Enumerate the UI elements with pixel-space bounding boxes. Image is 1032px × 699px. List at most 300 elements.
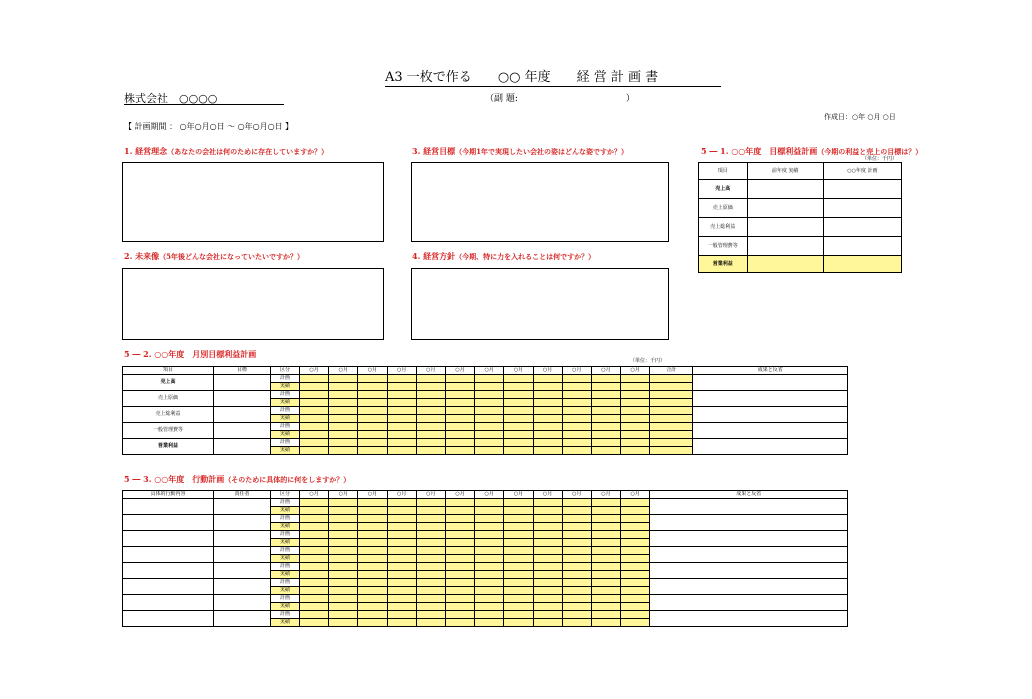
action-value-cell[interactable] [562,507,591,515]
action-content-cell[interactable] [123,531,214,547]
action-value-cell[interactable] [475,531,504,539]
monthly-value-cell[interactable] [445,423,474,431]
monthly-value-cell[interactable] [329,383,358,391]
monthly-value-cell[interactable] [475,423,504,431]
action-value-cell[interactable] [387,547,416,555]
action-value-cell[interactable] [387,595,416,603]
monthly-review-cell[interactable] [693,375,848,391]
action-value-cell[interactable] [445,579,474,587]
action-value-cell[interactable] [591,619,620,627]
action-value-cell[interactable] [300,555,329,563]
monthly-value-cell[interactable] [445,375,474,383]
monthly-value-cell[interactable] [300,383,329,391]
monthly-total-cell[interactable] [650,439,693,447]
monthly-value-cell[interactable] [387,431,416,439]
monthly-value-cell[interactable] [591,431,620,439]
action-value-cell[interactable] [358,603,387,611]
action-value-cell[interactable] [387,555,416,563]
action-value-cell[interactable] [358,595,387,603]
action-value-cell[interactable] [358,555,387,563]
action-value-cell[interactable] [358,515,387,523]
monthly-value-cell[interactable] [504,391,533,399]
action-value-cell[interactable] [300,507,329,515]
action-value-cell[interactable] [591,595,620,603]
monthly-value-cell[interactable] [387,415,416,423]
monthly-value-cell[interactable] [445,407,474,415]
action-value-cell[interactable] [504,507,533,515]
action-value-cell[interactable] [387,579,416,587]
monthly-target-cell[interactable] [214,407,271,423]
action-value-cell[interactable] [621,563,650,571]
action-content-cell[interactable] [123,579,214,595]
monthly-value-cell[interactable] [300,415,329,423]
action-value-cell[interactable] [533,539,562,547]
action-value-cell[interactable] [621,619,650,627]
action-value-cell[interactable] [475,539,504,547]
action-value-cell[interactable] [329,587,358,595]
monthly-value-cell[interactable] [621,431,650,439]
action-value-cell[interactable] [329,579,358,587]
monthly-value-cell[interactable] [475,447,504,455]
monthly-value-cell[interactable] [300,375,329,383]
action-value-cell[interactable] [445,499,474,507]
action-value-cell[interactable] [504,515,533,523]
monthly-value-cell[interactable] [387,399,416,407]
action-value-cell[interactable] [358,531,387,539]
monthly-value-cell[interactable] [300,407,329,415]
action-value-cell[interactable] [591,611,620,619]
section-4-box[interactable] [411,268,669,340]
action-value-cell[interactable] [475,555,504,563]
action-value-cell[interactable] [387,563,416,571]
monthly-value-cell[interactable] [475,415,504,423]
action-value-cell[interactable] [300,499,329,507]
monthly-value-cell[interactable] [416,415,445,423]
monthly-value-cell[interactable] [358,447,387,455]
monthly-value-cell[interactable] [562,415,591,423]
action-value-cell[interactable] [445,547,474,555]
action-value-cell[interactable] [504,547,533,555]
action-value-cell[interactable] [329,555,358,563]
monthly-value-cell[interactable] [591,399,620,407]
action-value-cell[interactable] [300,531,329,539]
action-value-cell[interactable] [475,619,504,627]
action-value-cell[interactable] [387,619,416,627]
action-content-cell[interactable] [123,515,214,531]
monthly-value-cell[interactable] [621,447,650,455]
action-value-cell[interactable] [533,611,562,619]
action-value-cell[interactable] [445,507,474,515]
action-value-cell[interactable] [358,619,387,627]
monthly-review-cell[interactable] [693,423,848,439]
action-value-cell[interactable] [533,603,562,611]
action-value-cell[interactable] [562,571,591,579]
section-2-box[interactable] [122,268,384,340]
action-value-cell[interactable] [358,563,387,571]
action-value-cell[interactable] [621,515,650,523]
action-review-cell[interactable] [650,579,848,595]
monthly-value-cell[interactable] [621,391,650,399]
monthly-value-cell[interactable] [562,375,591,383]
action-value-cell[interactable] [387,603,416,611]
action-value-cell[interactable] [387,571,416,579]
monthly-value-cell[interactable] [416,447,445,455]
action-value-cell[interactable] [621,587,650,595]
action-value-cell[interactable] [416,515,445,523]
monthly-value-cell[interactable] [416,399,445,407]
action-value-cell[interactable] [329,539,358,547]
action-value-cell[interactable] [475,587,504,595]
action-value-cell[interactable] [591,531,620,539]
monthly-value-cell[interactable] [445,447,474,455]
action-value-cell[interactable] [445,611,474,619]
monthly-value-cell[interactable] [562,431,591,439]
action-value-cell[interactable] [562,547,591,555]
monthly-value-cell[interactable] [445,383,474,391]
action-value-cell[interactable] [416,611,445,619]
monthly-value-cell[interactable] [621,407,650,415]
action-value-cell[interactable] [562,515,591,523]
action-value-cell[interactable] [358,507,387,515]
action-value-cell[interactable] [621,499,650,507]
action-value-cell[interactable] [329,547,358,555]
monthly-value-cell[interactable] [591,415,620,423]
action-value-cell[interactable] [358,571,387,579]
monthly-target-cell[interactable] [214,391,271,407]
monthly-value-cell[interactable] [329,407,358,415]
action-value-cell[interactable] [562,611,591,619]
action-value-cell[interactable] [504,531,533,539]
action-value-cell[interactable] [621,571,650,579]
monthly-value-cell[interactable] [591,375,620,383]
action-value-cell[interactable] [591,579,620,587]
monthly-value-cell[interactable] [387,383,416,391]
monthly-value-cell[interactable] [475,383,504,391]
monthly-value-cell[interactable] [562,391,591,399]
action-value-cell[interactable] [387,507,416,515]
action-content-cell[interactable] [123,563,214,579]
monthly-value-cell[interactable] [416,407,445,415]
monthly-value-cell[interactable] [533,407,562,415]
action-value-cell[interactable] [416,555,445,563]
monthly-value-cell[interactable] [445,415,474,423]
action-value-cell[interactable] [562,579,591,587]
action-review-cell[interactable] [650,611,848,627]
monthly-value-cell[interactable] [562,439,591,447]
monthly-value-cell[interactable] [358,423,387,431]
action-value-cell[interactable] [591,563,620,571]
action-value-cell[interactable] [300,619,329,627]
action-review-cell[interactable] [650,563,848,579]
action-value-cell[interactable] [329,531,358,539]
action-value-cell[interactable] [533,555,562,563]
monthly-value-cell[interactable] [416,431,445,439]
monthly-value-cell[interactable] [533,383,562,391]
action-content-cell[interactable] [123,595,214,611]
action-value-cell[interactable] [591,507,620,515]
monthly-value-cell[interactable] [445,391,474,399]
action-value-cell[interactable] [475,611,504,619]
action-value-cell[interactable] [416,531,445,539]
action-value-cell[interactable] [416,571,445,579]
monthly-value-cell[interactable] [358,407,387,415]
action-value-cell[interactable] [358,523,387,531]
action-value-cell[interactable] [562,563,591,571]
monthly-value-cell[interactable] [504,423,533,431]
action-value-cell[interactable] [416,523,445,531]
action-value-cell[interactable] [358,539,387,547]
action-value-cell[interactable] [591,571,620,579]
action-value-cell[interactable] [475,515,504,523]
action-value-cell[interactable] [300,563,329,571]
monthly-value-cell[interactable] [591,447,620,455]
action-value-cell[interactable] [504,555,533,563]
monthly-value-cell[interactable] [504,399,533,407]
action-value-cell[interactable] [533,531,562,539]
monthly-value-cell[interactable] [358,439,387,447]
monthly-total-cell[interactable] [650,399,693,407]
action-value-cell[interactable] [562,595,591,603]
action-value-cell[interactable] [562,619,591,627]
action-value-cell[interactable] [504,539,533,547]
action-value-cell[interactable] [504,523,533,531]
action-value-cell[interactable] [358,579,387,587]
action-value-cell[interactable] [562,555,591,563]
monthly-review-cell[interactable] [693,391,848,407]
action-value-cell[interactable] [445,619,474,627]
monthly-value-cell[interactable] [387,447,416,455]
action-value-cell[interactable] [416,595,445,603]
action-value-cell[interactable] [591,539,620,547]
action-value-cell[interactable] [591,523,620,531]
action-value-cell[interactable] [387,531,416,539]
action-value-cell[interactable] [300,579,329,587]
action-value-cell[interactable] [504,595,533,603]
monthly-value-cell[interactable] [533,431,562,439]
monthly-value-cell[interactable] [504,447,533,455]
action-value-cell[interactable] [416,547,445,555]
monthly-value-cell[interactable] [621,375,650,383]
action-value-cell[interactable] [591,515,620,523]
action-value-cell[interactable] [300,539,329,547]
monthly-value-cell[interactable] [533,447,562,455]
monthly-total-cell[interactable] [650,383,693,391]
action-value-cell[interactable] [562,531,591,539]
action-value-cell[interactable] [533,579,562,587]
action-value-cell[interactable] [329,619,358,627]
action-value-cell[interactable] [504,587,533,595]
action-value-cell[interactable] [533,595,562,603]
action-value-cell[interactable] [504,571,533,579]
action-value-cell[interactable] [329,499,358,507]
monthly-total-cell[interactable] [650,415,693,423]
monthly-value-cell[interactable] [475,407,504,415]
action-value-cell[interactable] [445,595,474,603]
monthly-value-cell[interactable] [621,383,650,391]
action-value-cell[interactable] [445,515,474,523]
action-value-cell[interactable] [621,611,650,619]
action-value-cell[interactable] [329,611,358,619]
action-value-cell[interactable] [591,499,620,507]
action-value-cell[interactable] [533,619,562,627]
monthly-value-cell[interactable] [591,439,620,447]
monthly-value-cell[interactable] [445,439,474,447]
monthly-value-cell[interactable] [445,431,474,439]
monthly-value-cell[interactable] [358,391,387,399]
action-value-cell[interactable] [533,587,562,595]
action-value-cell[interactable] [445,563,474,571]
action-value-cell[interactable] [621,579,650,587]
monthly-total-cell[interactable] [650,447,693,455]
action-content-cell[interactable] [123,611,214,627]
action-review-cell[interactable] [650,595,848,611]
action-value-cell[interactable] [329,507,358,515]
monthly-value-cell[interactable] [329,423,358,431]
action-value-cell[interactable] [416,539,445,547]
action-value-cell[interactable] [300,587,329,595]
action-owner-cell[interactable] [214,579,271,595]
action-value-cell[interactable] [300,611,329,619]
monthly-value-cell[interactable] [591,391,620,399]
monthly-value-cell[interactable] [475,439,504,447]
monthly-value-cell[interactable] [300,423,329,431]
action-value-cell[interactable] [475,571,504,579]
action-value-cell[interactable] [504,603,533,611]
monthly-value-cell[interactable] [329,431,358,439]
monthly-value-cell[interactable] [533,415,562,423]
action-owner-cell[interactable] [214,515,271,531]
action-value-cell[interactable] [445,603,474,611]
action-owner-cell[interactable] [214,563,271,579]
monthly-total-cell[interactable] [650,407,693,415]
action-owner-cell[interactable] [214,595,271,611]
monthly-target-cell[interactable] [214,423,271,439]
action-value-cell[interactable] [562,523,591,531]
action-value-cell[interactable] [387,515,416,523]
monthly-value-cell[interactable] [416,423,445,431]
action-value-cell[interactable] [533,515,562,523]
action-value-cell[interactable] [416,587,445,595]
action-review-cell[interactable] [650,531,848,547]
action-value-cell[interactable] [358,611,387,619]
action-value-cell[interactable] [416,579,445,587]
monthly-value-cell[interactable] [475,399,504,407]
monthly-value-cell[interactable] [445,399,474,407]
action-value-cell[interactable] [475,547,504,555]
action-value-cell[interactable] [416,563,445,571]
monthly-value-cell[interactable] [300,431,329,439]
monthly-value-cell[interactable] [533,391,562,399]
action-value-cell[interactable] [300,571,329,579]
action-value-cell[interactable] [329,523,358,531]
action-value-cell[interactable] [329,563,358,571]
action-value-cell[interactable] [300,547,329,555]
action-value-cell[interactable] [475,563,504,571]
monthly-value-cell[interactable] [504,407,533,415]
monthly-target-cell[interactable] [214,439,271,455]
monthly-value-cell[interactable] [329,375,358,383]
action-value-cell[interactable] [504,611,533,619]
action-value-cell[interactable] [591,555,620,563]
action-value-cell[interactable] [475,523,504,531]
action-value-cell[interactable] [445,539,474,547]
monthly-value-cell[interactable] [621,439,650,447]
action-value-cell[interactable] [329,571,358,579]
action-review-cell[interactable] [650,499,848,515]
action-review-cell[interactable] [650,547,848,563]
action-content-cell[interactable] [123,499,214,515]
action-value-cell[interactable] [475,579,504,587]
action-value-cell[interactable] [358,499,387,507]
monthly-value-cell[interactable] [504,431,533,439]
monthly-value-cell[interactable] [562,423,591,431]
action-value-cell[interactable] [445,523,474,531]
monthly-value-cell[interactable] [621,423,650,431]
monthly-value-cell[interactable] [562,407,591,415]
monthly-value-cell[interactable] [475,391,504,399]
action-content-cell[interactable] [123,547,214,563]
monthly-value-cell[interactable] [533,423,562,431]
action-value-cell[interactable] [387,499,416,507]
monthly-value-cell[interactable] [358,431,387,439]
action-value-cell[interactable] [533,563,562,571]
action-value-cell[interactable] [300,515,329,523]
monthly-value-cell[interactable] [591,407,620,415]
action-value-cell[interactable] [504,619,533,627]
action-value-cell[interactable] [533,523,562,531]
action-value-cell[interactable] [504,563,533,571]
monthly-value-cell[interactable] [533,399,562,407]
monthly-total-cell[interactable] [650,431,693,439]
monthly-value-cell[interactable] [300,391,329,399]
action-value-cell[interactable] [416,499,445,507]
action-value-cell[interactable] [416,619,445,627]
monthly-value-cell[interactable] [504,439,533,447]
action-value-cell[interactable] [562,603,591,611]
monthly-value-cell[interactable] [416,439,445,447]
monthly-value-cell[interactable] [387,423,416,431]
action-value-cell[interactable] [533,499,562,507]
monthly-value-cell[interactable] [329,439,358,447]
action-value-cell[interactable] [300,595,329,603]
monthly-value-cell[interactable] [416,391,445,399]
action-value-cell[interactable] [562,499,591,507]
action-value-cell[interactable] [300,603,329,611]
monthly-value-cell[interactable] [504,375,533,383]
monthly-target-cell[interactable] [214,375,271,391]
monthly-total-cell[interactable] [650,375,693,383]
action-value-cell[interactable] [591,587,620,595]
monthly-value-cell[interactable] [621,415,650,423]
monthly-value-cell[interactable] [475,431,504,439]
action-value-cell[interactable] [475,603,504,611]
monthly-value-cell[interactable] [358,375,387,383]
monthly-total-cell[interactable] [650,391,693,399]
action-value-cell[interactable] [621,539,650,547]
monthly-value-cell[interactable] [387,375,416,383]
action-value-cell[interactable] [329,595,358,603]
monthly-value-cell[interactable] [621,399,650,407]
action-value-cell[interactable] [445,587,474,595]
monthly-value-cell[interactable] [562,447,591,455]
action-value-cell[interactable] [475,499,504,507]
action-value-cell[interactable] [621,507,650,515]
monthly-value-cell[interactable] [562,383,591,391]
monthly-value-cell[interactable] [475,375,504,383]
monthly-value-cell[interactable] [329,399,358,407]
action-value-cell[interactable] [387,587,416,595]
monthly-value-cell[interactable] [358,415,387,423]
